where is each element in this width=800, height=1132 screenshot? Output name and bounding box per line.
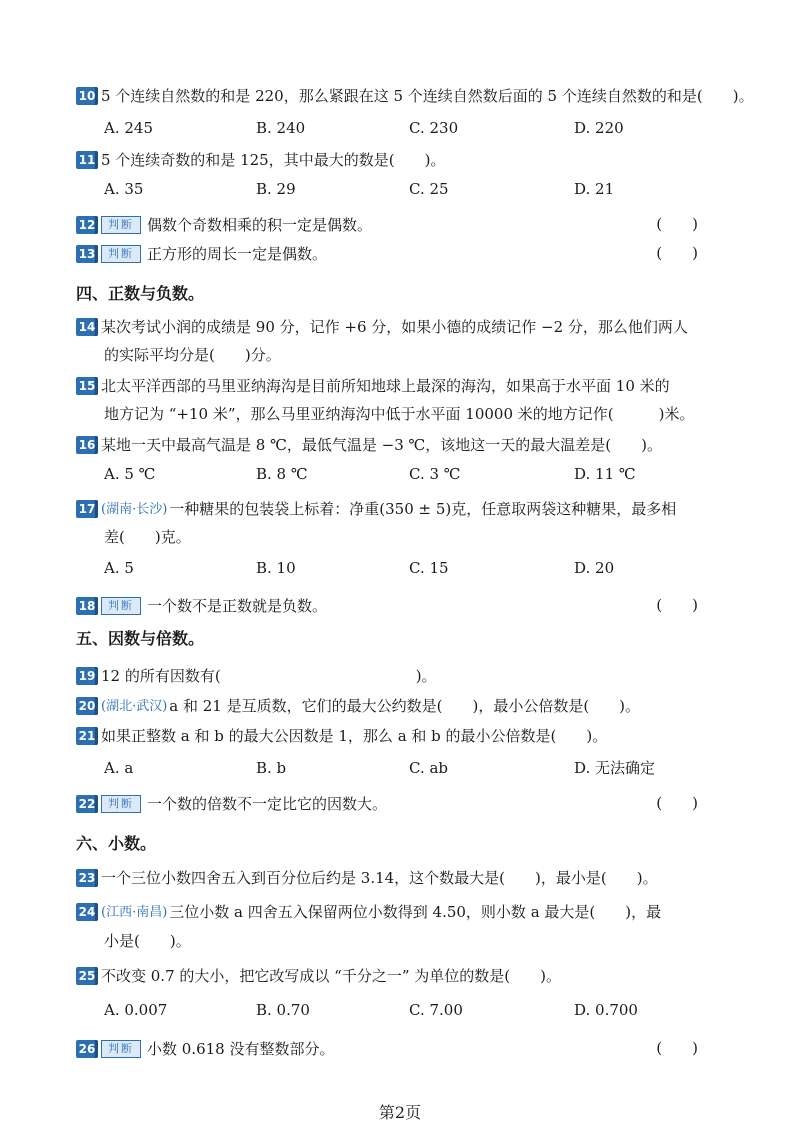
option-a[interactable]: A. 5	[104, 559, 134, 577]
options-25	[104, 998, 744, 1022]
question-text: 正方形的周长一定是偶数。	[147, 245, 328, 263]
question-20	[76, 692, 760, 718]
option-b[interactable]: B. 240	[256, 119, 306, 137]
answer-blank[interactable]: ( )	[656, 244, 698, 262]
question-26	[76, 1035, 760, 1061]
option-a[interactable]: A. 0.007	[104, 1001, 168, 1019]
section-heading-positive-negative: 四、正数与负数。	[76, 284, 205, 303]
question-number: 19	[76, 667, 98, 685]
option-c[interactable]: C. 25	[409, 180, 449, 198]
option-d[interactable]: D. 21	[574, 180, 615, 198]
option-c[interactable]: C. 230	[409, 119, 459, 137]
source-tag: (湖南·长沙)	[101, 502, 168, 517]
question-text: 5 个连续奇数的和是 125，其中最大的数是( )。	[101, 151, 446, 169]
option-c[interactable]: C. ab	[409, 759, 449, 777]
question-11	[76, 146, 760, 172]
question-18	[76, 592, 760, 618]
question-text: 5 个连续自然数的和是 220，那么紧跟在这 5 个连续自然数后面的 5 个连续自然数的和是( )。	[101, 87, 754, 105]
question-25	[76, 962, 760, 988]
question-13	[76, 240, 760, 266]
options-11	[104, 177, 744, 201]
question-12	[76, 211, 760, 237]
question-number: 16	[76, 436, 98, 454]
question-text: 12 的所有因数有( )。	[101, 667, 437, 685]
question-14-continued: 的实际平均分是( )分。	[104, 346, 281, 364]
option-d[interactable]: D. 11 ℃	[574, 465, 636, 483]
judge-tag: 判断	[101, 1040, 141, 1058]
question-number: 24	[76, 903, 98, 921]
question-text: 小数 0.618 没有整数部分。	[147, 1040, 335, 1058]
judge-tag: 判断	[101, 245, 141, 263]
question-text: 一个数不是正数就是负数。	[147, 597, 328, 615]
option-b[interactable]: B. 0.70	[256, 1001, 310, 1019]
question-15-continued: 地方记为 “+10 米”，那么马里亚纳海沟中低于水平面 10000 米的地方记作( )米。	[104, 405, 695, 423]
options-16	[104, 462, 744, 486]
option-c[interactable]: C. 15	[409, 559, 449, 577]
question-16	[76, 431, 760, 457]
question-text: 一个数的倍数不一定比它的因数大。	[147, 795, 388, 813]
question-number: 17	[76, 500, 98, 518]
option-c[interactable]: C. 7.00	[409, 1001, 463, 1019]
option-b[interactable]: B. b	[256, 759, 287, 777]
question-14	[76, 313, 760, 339]
option-d[interactable]: D. 无法确定	[574, 759, 656, 777]
question-15	[76, 372, 760, 398]
question-text: 一个三位小数四舍五入到百分位后约是 3.14，这个数最大是( )，最小是( )。	[101, 869, 658, 887]
question-19	[76, 662, 760, 688]
source-tag: (江西·南昌)	[101, 905, 168, 920]
question-text: 一种糖果的包装袋上标着：净重(350 ± 5)克，任意取两袋这种糖果，最多相	[169, 500, 677, 518]
question-17-continued: 差( )克。	[104, 528, 191, 546]
question-text: a 和 21 是互质数，它们的最大公约数是( )，最小公倍数是( )。	[169, 697, 641, 715]
judge-tag: 判断	[101, 216, 141, 234]
question-24	[76, 898, 760, 924]
question-22	[76, 790, 760, 816]
source-tag: (湖北·武汉)	[101, 699, 168, 714]
option-b[interactable]: B. 10	[256, 559, 296, 577]
question-17	[76, 495, 760, 521]
question-number: 25	[76, 967, 98, 985]
question-21	[76, 722, 760, 748]
question-text: 不改变 0.7 的大小，把它改写成以 “千分之一” 为单位的数是( )。	[101, 967, 561, 985]
question-number: 22	[76, 795, 98, 813]
question-number: 11	[76, 151, 98, 169]
question-number: 21	[76, 727, 98, 745]
option-d[interactable]: D. 20	[574, 559, 615, 577]
option-a[interactable]: A. 35	[104, 180, 144, 198]
question-text: 北太平洋西部的马里亚纳海沟是目前所知地球上最深的海沟，如果高于水平面 10 米的	[101, 377, 670, 395]
question-text: 三位小数 a 四舍五入保留两位小数得到 4.50，则小数 a 最大是( )，最	[169, 903, 662, 921]
question-24-continued: 小是( )。	[104, 932, 191, 950]
answer-blank[interactable]: ( )	[656, 596, 698, 614]
answer-blank[interactable]: ( )	[656, 1039, 698, 1057]
judge-tag: 判断	[101, 795, 141, 813]
options-21	[104, 756, 744, 780]
section-heading-decimals: 六、小数。	[76, 834, 157, 853]
options-17	[104, 556, 744, 580]
question-number: 20	[76, 697, 98, 715]
option-c[interactable]: C. 3 ℃	[409, 465, 461, 483]
answer-blank[interactable]: ( )	[656, 215, 698, 233]
question-text: 某次考试小润的成绩是 90 分，记作 +6 分，如果小德的成绩记作 −2 分，那么他们两人	[101, 318, 688, 336]
option-a[interactable]: A. a	[104, 759, 134, 777]
option-d[interactable]: D. 220	[574, 119, 624, 137]
option-a[interactable]: A. 5 ℃	[104, 465, 156, 483]
options-10	[104, 116, 744, 140]
question-23	[76, 864, 760, 890]
option-d[interactable]: D. 0.700	[574, 1001, 638, 1019]
question-text: 某地一天中最高气温是 8 ℃，最低气温是 −3 ℃，该地这一天的最大温差是( )。	[101, 436, 662, 454]
page-number: 第2页	[378, 1103, 422, 1122]
option-b[interactable]: B. 8 ℃	[256, 465, 308, 483]
question-number: 18	[76, 597, 98, 615]
section-heading-factors-multiples: 五、因数与倍数。	[76, 629, 205, 648]
question-text: 如果正整数 a 和 b 的最大公因数是 1，那么 a 和 b 的最小公倍数是( )。	[101, 727, 608, 745]
question-number: 13	[76, 245, 98, 263]
question-number: 15	[76, 377, 98, 395]
judge-tag: 判断	[101, 597, 141, 615]
question-text: 偶数个奇数相乘的积一定是偶数。	[147, 216, 373, 234]
option-b[interactable]: B. 29	[256, 180, 296, 198]
question-number: 10	[76, 87, 98, 105]
question-number: 12	[76, 216, 98, 234]
answer-blank[interactable]: ( )	[656, 794, 698, 812]
option-a[interactable]: A. 245	[104, 119, 153, 137]
question-number: 23	[76, 869, 98, 887]
question-10	[76, 82, 760, 108]
question-number: 26	[76, 1040, 98, 1058]
question-number: 14	[76, 318, 98, 336]
